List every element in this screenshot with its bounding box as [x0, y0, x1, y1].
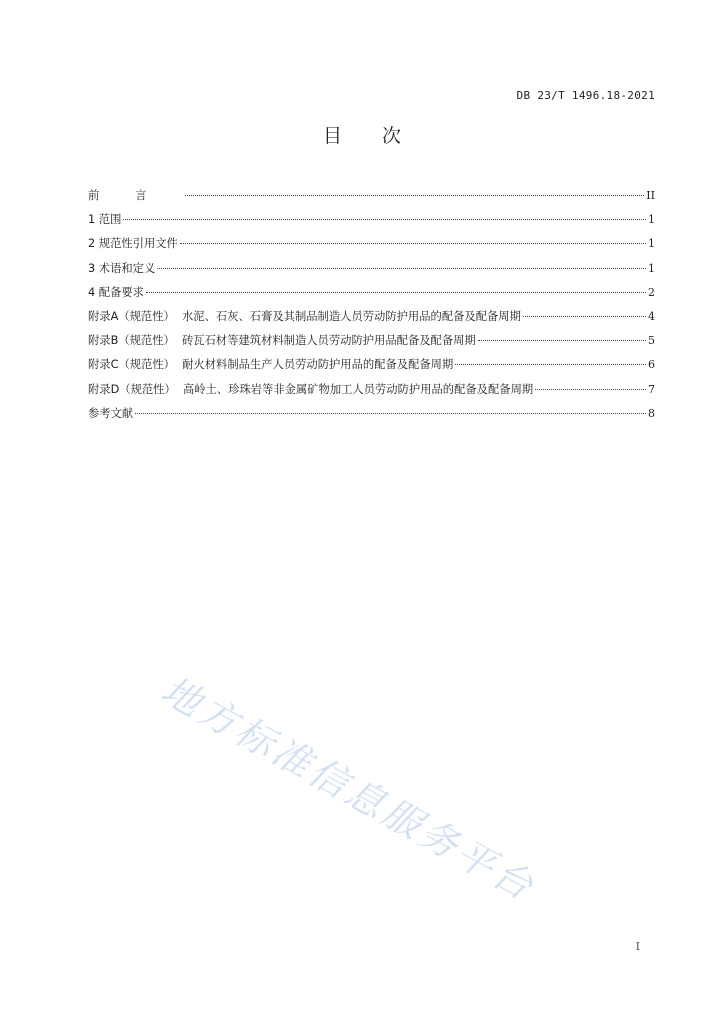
toc-entry-bibliography[interactable]: [88, 402, 655, 426]
toc-entry-label: 附录D（规范性） 高岭土、珍珠岩等非金属矿物加工人员劳动防护用品的配备及配备周期: [88, 382, 534, 396]
toc-entry-page: 7: [648, 382, 655, 396]
toc-entry-label: 附录B（规范性） 砖瓦石材等建筑材料制造人员劳动防护用品配备及配备周期: [88, 334, 476, 348]
toc-entry-page: 1: [648, 237, 655, 251]
toc-entry-page: 8: [648, 406, 655, 420]
toc-entry-appendix-a[interactable]: [88, 305, 655, 329]
toc-entry-label: 3 术语和定义: [88, 261, 156, 275]
toc-entry-page: 4: [648, 309, 655, 323]
toc-entry-label: 1 范围: [88, 213, 122, 227]
toc-entry-page: 2: [648, 285, 655, 299]
toc-entry-appendix-d[interactable]: [88, 378, 655, 402]
page-title: 目次: [322, 125, 441, 147]
toc-entry-label: 4 配备要求: [88, 285, 144, 299]
toc-entry-page: II: [646, 189, 655, 202]
toc-entry-label: 附录C（规范性） 耐火材料制品生产人员劳动防护用品的配备及配备周期: [88, 358, 454, 372]
toc-entry-appendix-b[interactable]: [88, 329, 655, 353]
toc-entry-page: 1: [648, 261, 655, 275]
toc-entry-foreword[interactable]: [88, 184, 655, 208]
dot-leader: [185, 195, 645, 196]
table-of-contents: [88, 184, 655, 426]
toc-entry-label: 参考文献: [88, 406, 134, 420]
toc-entry-label: 前言: [88, 189, 183, 202]
toc-entry-requirements[interactable]: [88, 281, 655, 305]
dot-leader: [523, 316, 646, 317]
dot-leader: [180, 243, 646, 244]
dot-leader: [146, 292, 646, 293]
toc-entry-page: 5: [648, 334, 655, 348]
dot-leader: [123, 219, 646, 220]
toc-entry-scope[interactable]: [88, 208, 655, 232]
toc-entry-terms[interactable]: [88, 257, 655, 281]
standard-code: DB 23/T 1496.18-2021: [516, 89, 655, 102]
dot-leader: [535, 389, 646, 390]
dot-leader: [455, 364, 646, 365]
page-number: I: [635, 940, 640, 953]
toc-entry-normative-references[interactable]: [88, 232, 655, 256]
watermark: 地方标准信息服务平台: [154, 667, 543, 910]
dot-leader: [135, 413, 646, 414]
dot-leader: [157, 268, 646, 269]
toc-entry-label: 2 规范性引用文件: [88, 237, 178, 251]
dot-leader: [478, 340, 646, 341]
toc-entry-label: 附录A（规范性） 水泥、石灰、石膏及其制品制造人员劳动防护用品的配备及配备周期: [88, 309, 521, 323]
toc-entry-appendix-c[interactable]: [88, 353, 655, 377]
toc-entry-page: 1: [648, 213, 655, 227]
toc-entry-page: 6: [648, 358, 655, 372]
